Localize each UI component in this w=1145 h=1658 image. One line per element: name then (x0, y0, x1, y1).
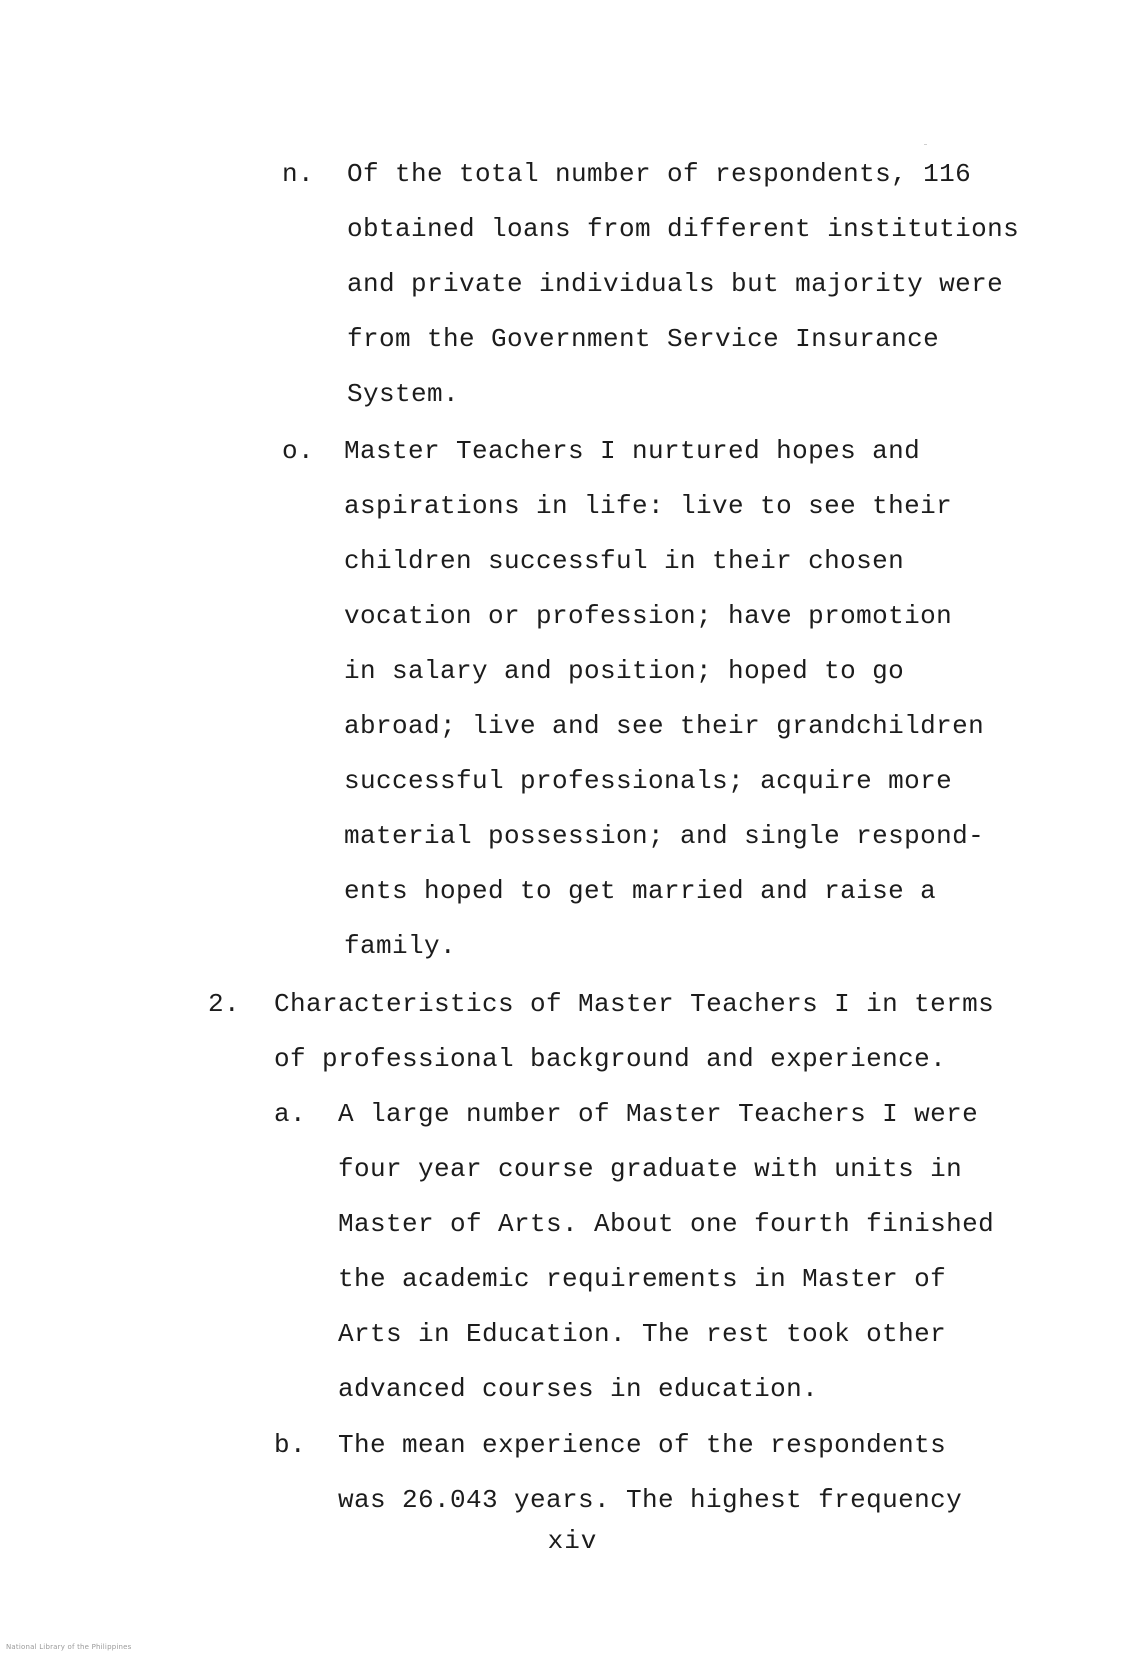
item-text: A large number of Master Teachers I were four year course graduate with units in Master of Arts. About one fourth finished the academic requirements in Master of Arts in Education. The rest took other advanced courses in education. (338, 1099, 995, 1404)
item-marker: a. (274, 1099, 307, 1129)
page-number: xiv (547, 1526, 598, 1556)
section-number: 2. (208, 989, 241, 1019)
item-text: Of the total number of respondents, 116 obtained loans from different institutions and private individuals but majority were from the Government Service Insurance System. (347, 159, 1020, 409)
item-marker: b. (274, 1430, 307, 1460)
archive-footer-stamp: National Library of the Philippines (6, 1643, 132, 1651)
section-heading-text: Characteristics of Master Teachers I in terms of professional background and experience. (274, 989, 995, 1074)
item-marker: o. (282, 436, 315, 466)
item-text: The mean experience of the respondents was 26.043 years. The highest frequency (338, 1430, 963, 1515)
scan-speck (924, 144, 927, 145)
item-text: Master Teachers I nurtured hopes and aspirations in life: live to see their children successful in their chosen vocation or profession; have promotion in salary and position; hoped to go abroad; live and see their grandchildren successful professionals; acquire more material possession; and single respond- ents hoped to get married and raise a family. (344, 436, 985, 961)
item-marker: n. (282, 159, 315, 189)
